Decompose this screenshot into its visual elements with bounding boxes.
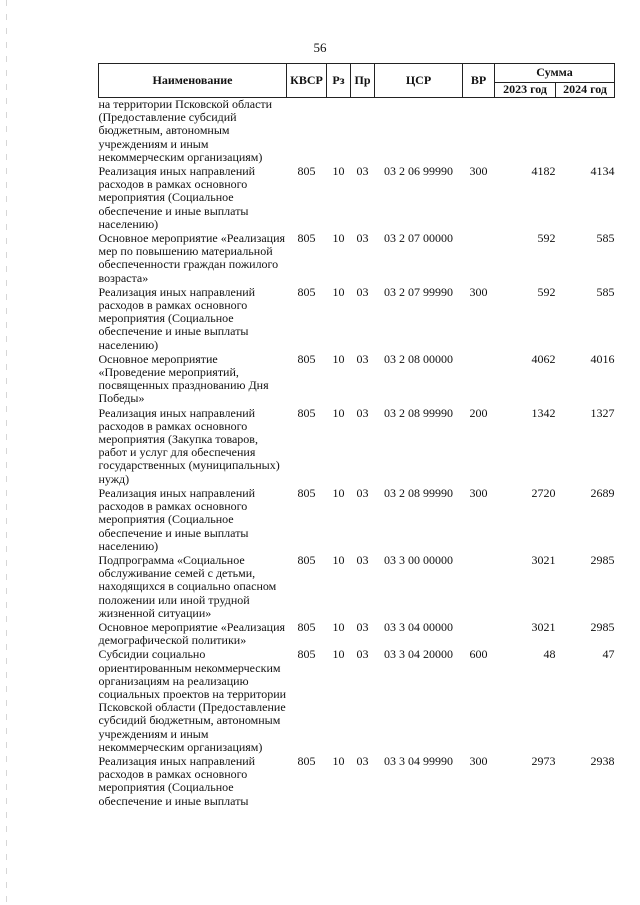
row-pr: 03: [356, 164, 369, 179]
table-row: [99, 232, 615, 286]
row-csr: 03 2 08 00000: [384, 351, 453, 366]
row-amount-2023: 592: [537, 284, 556, 299]
row-csr: [375, 98, 463, 166]
header-pr: Пр: [351, 64, 375, 98]
row-rz: 10: [332, 552, 345, 567]
row-vr: [463, 554, 495, 621]
row-vr: 300: [469, 164, 488, 179]
row-kvsr: 805: [297, 647, 316, 662]
table-body: [99, 98, 615, 809]
row-vr: [463, 353, 495, 407]
row-amount-2023: 4062: [531, 351, 556, 366]
row-vr: 300: [469, 753, 488, 768]
row-name: Основное мероприятие «Проведение мероприятий, посвященных празднованию Дня Победы»: [98, 351, 269, 406]
row-csr: 03 2 07 00000: [384, 231, 453, 246]
row-rz: [327, 98, 351, 166]
row-amount-2024: 2985: [590, 552, 615, 567]
row-name: Реализация иных направлений расходов в рамках основного мероприятия (Социальное обеспечение и иные выплаты населению): [98, 164, 256, 231]
row-name: Реализация иных направлений расходов в рамках основного мероприятия (Социальное обеспечение и иные выплаты населению): [98, 284, 256, 352]
row-amount-2023: 592: [537, 231, 556, 246]
row-pr: 03: [356, 405, 369, 420]
row-kvsr: 805: [297, 485, 316, 500]
row-amount-2023: 2973: [531, 753, 556, 768]
row-amount-2024: 2689: [590, 485, 615, 500]
row-amount-2023: 1342: [531, 405, 556, 420]
row-name: Реализация иных направлений расходов в рамках основного мероприятия (Социальное обеспечение и иные выплаты: [98, 753, 256, 808]
row-amount-2024: 585: [596, 284, 615, 299]
row-rz: 10: [332, 619, 345, 634]
row-pr: 03: [356, 647, 369, 662]
scan-margin-artifact: [6, 0, 7, 905]
row-csr: 03 3 04 00000: [384, 619, 453, 634]
header-kvsr: КВСР: [287, 64, 327, 98]
table-row: [99, 353, 615, 407]
row-amount-2024: 1327: [590, 405, 615, 420]
row-kvsr: 805: [297, 753, 316, 768]
row-name: Основное мероприятие «Реализация демографической политики»: [98, 619, 286, 648]
header-name: Наименование: [99, 64, 287, 98]
row-amount-2024: 47: [602, 647, 615, 662]
row-vr: 600: [469, 647, 488, 662]
row-pr: 03: [356, 619, 369, 634]
row-amount-2024: 4016: [590, 351, 615, 366]
row-amount-2024: 2985: [590, 619, 615, 634]
row-csr: 03 2 08 99990: [384, 485, 453, 500]
row-name: Субсидии социально ориентированным некоммерческим организациям на реализацию социальных проектов на территории Псковской области (Предоставление субсидий бюджетным, автономным учреждениям и иным некоммерческим организациям): [98, 647, 287, 754]
row-pr: 03: [356, 552, 369, 567]
row-rz: 10: [332, 485, 345, 500]
table-row: [99, 98, 615, 166]
row-kvsr: 805: [297, 284, 316, 299]
row-vr: 300: [469, 284, 488, 299]
header-sum: Сумма: [495, 64, 615, 83]
row-rz: 10: [332, 647, 345, 662]
row-csr: 03 3 04 99990: [384, 753, 453, 768]
row-name: Основное мероприятие «Реализация мер по повышению материальной обеспеченности граждан пожилого возраста»: [98, 231, 286, 285]
table-row: [99, 487, 615, 554]
row-kvsr: 805: [297, 405, 316, 420]
header-rz: Рз: [327, 64, 351, 98]
header-csr: ЦСР: [375, 64, 463, 98]
row-pr: [351, 98, 375, 166]
row-csr: 03 2 06 99990: [384, 164, 453, 179]
row-rz: 10: [332, 405, 345, 420]
row-kvsr: [287, 98, 327, 166]
row-csr: 03 2 07 99990: [384, 284, 453, 299]
row-csr: 03 3 04 20000: [384, 647, 453, 662]
budget-table: [98, 63, 615, 809]
table-row: [99, 648, 615, 755]
header-vr: ВР: [463, 64, 495, 98]
row-name: Реализация иных направлений расходов в рамках основного мероприятия (Закупка товаров, работ и услуг для обеспечения государственных (муниципальных) нужд): [98, 405, 280, 486]
row-kvsr: 805: [297, 351, 316, 366]
row-amount-2023: 4182: [531, 164, 556, 179]
table-row: [99, 165, 615, 232]
table-row: [99, 407, 615, 487]
row-amount-2024: 2938: [590, 753, 615, 768]
table-row: [99, 621, 615, 648]
row-amount-2023: 3021: [531, 619, 556, 634]
row-rz: 10: [332, 231, 345, 246]
row-amount-2024: 4134: [590, 164, 615, 179]
row-rz: 10: [332, 284, 345, 299]
row-kvsr: 805: [297, 619, 316, 634]
row-csr: 03 3 00 00000: [384, 552, 453, 567]
row-kvsr: 805: [297, 552, 316, 567]
row-vr: [463, 98, 495, 166]
header-year-2024: 2024 год: [556, 83, 615, 98]
row-amount-2023: 48: [543, 647, 556, 662]
row-vr: 200: [469, 405, 488, 420]
table-row: [99, 554, 615, 621]
row-vr: [463, 621, 495, 648]
row-pr: 03: [356, 284, 369, 299]
row-name: на территории Псковской области (Предоставление субсидий бюджетным, автономным учреждениям и иным некоммерческим организациям): [98, 97, 273, 164]
row-kvsr: 805: [297, 231, 316, 246]
row-rz: 10: [332, 753, 345, 768]
table-header: [99, 64, 615, 98]
row-amount-2023: 3021: [531, 552, 556, 567]
row-kvsr: 805: [297, 164, 316, 179]
row-amount-2024: [556, 98, 615, 166]
row-rz: 10: [332, 164, 345, 179]
row-pr: 03: [356, 753, 369, 768]
table-row: [99, 286, 615, 353]
row-pr: 03: [356, 485, 369, 500]
table-row: [99, 755, 615, 809]
row-amount-2024: 585: [596, 231, 615, 246]
row-name: Подпрограмма «Социальное обслуживание семей с детьми, находящихся в социально опасном положении или иной трудной жизненной ситуации»: [98, 552, 277, 620]
row-name: Реализация иных направлений расходов в рамках основного мероприятия (Социальное обеспечение и иные выплаты населению): [98, 485, 256, 553]
page-number: 56: [313, 40, 327, 55]
row-pr: 03: [356, 231, 369, 246]
row-pr: 03: [356, 351, 369, 366]
row-vr: 300: [469, 485, 488, 500]
row-amount-2023: 2720: [531, 485, 556, 500]
row-csr: 03 2 08 99990: [384, 405, 453, 420]
header-year-2023: 2023 год: [495, 83, 556, 98]
row-vr: [463, 232, 495, 286]
row-rz: 10: [332, 351, 345, 366]
row-amount-2023: [495, 98, 556, 166]
